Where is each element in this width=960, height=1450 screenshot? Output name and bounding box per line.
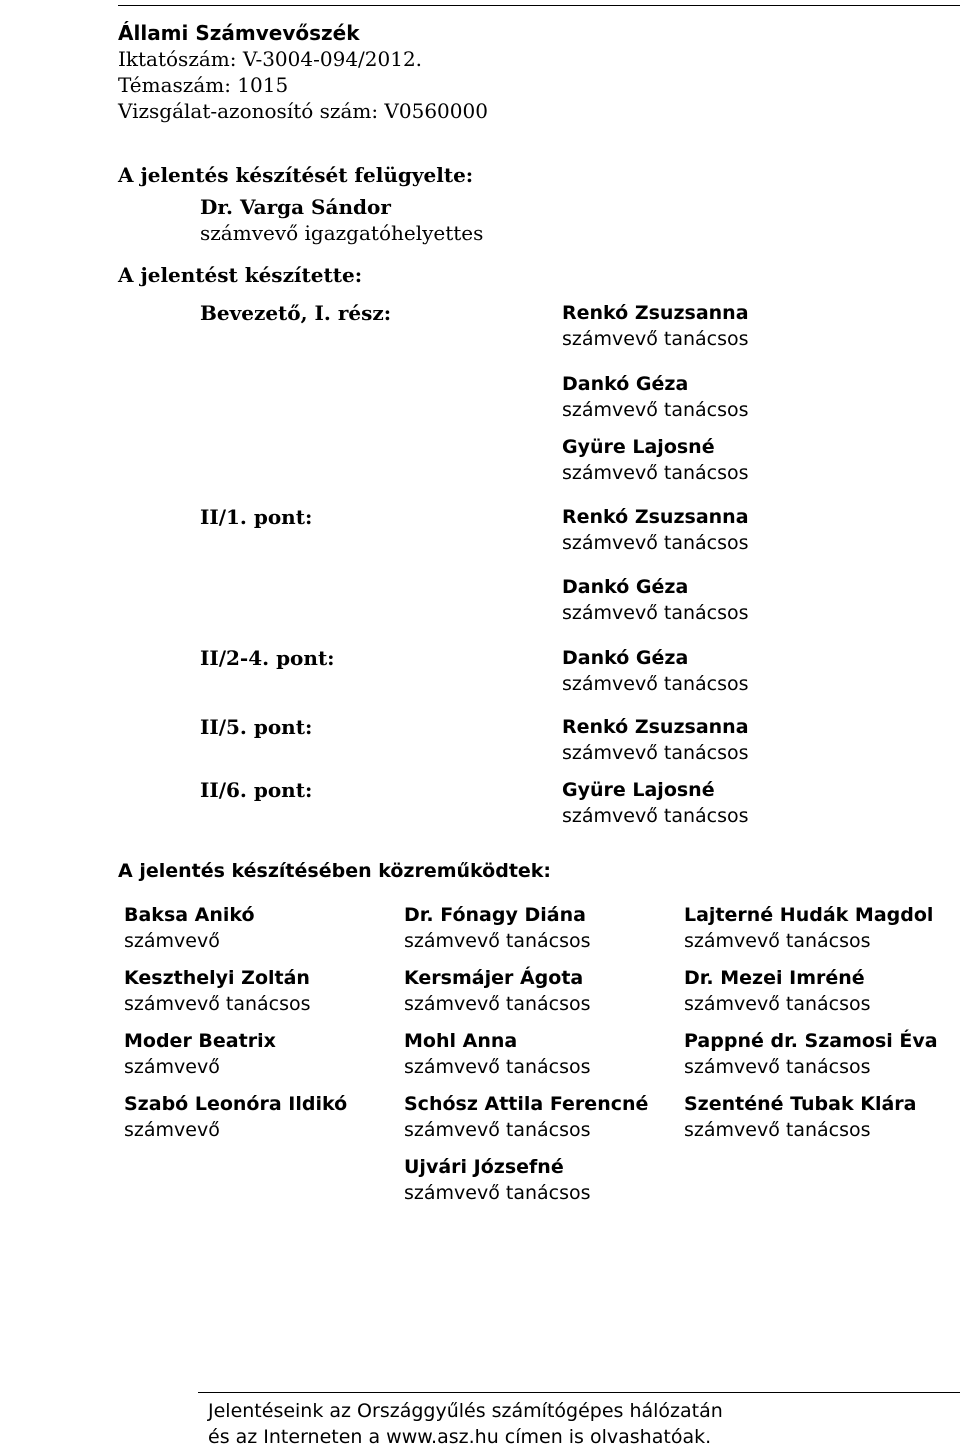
- contributor-title: számvevő tanácsos: [684, 993, 871, 1015]
- contributor-name: Szenténé Tubak Klára: [684, 1093, 917, 1115]
- supervisor-title: számvevő igazgatóhelyettes: [200, 221, 484, 245]
- author-entry: [562, 504, 749, 556]
- contributor-title: számvevő tanácsos: [404, 1056, 591, 1078]
- contributor-name: Pappné dr. Szamosi Éva: [684, 1030, 938, 1052]
- contributor-entry: [404, 902, 591, 954]
- footer-line-1: Jelentéseink az Országgyűlés számítógépes hálózatán: [208, 1400, 723, 1422]
- author-title: számvevő tanácsos: [562, 673, 749, 695]
- contributor-name: Ujvári Józsefné: [404, 1156, 564, 1178]
- author-title: számvevő tanácsos: [562, 602, 749, 624]
- contributor-name: Moder Beatrix: [124, 1030, 276, 1052]
- contributor-entry: [684, 902, 933, 954]
- contributor-name: Lajterné Hudák Magdol: [684, 904, 934, 926]
- author-entry: [562, 371, 749, 423]
- contributor-entry: [404, 1091, 648, 1143]
- contributor-entry: [124, 1028, 276, 1080]
- contributor-entry: [124, 965, 311, 1017]
- author-title: számvevő tanácsos: [562, 742, 749, 764]
- author-entry: [562, 714, 749, 766]
- footer-rule: [198, 1392, 960, 1393]
- author-title: számvevő tanácsos: [562, 462, 749, 484]
- contributor-name: Keszthelyi Zoltán: [124, 967, 310, 989]
- contributor-title: számvevő: [124, 1056, 220, 1078]
- author-name: Renkó Zsuzsanna: [562, 506, 749, 528]
- prepared-heading: A jelentést készítette:: [118, 263, 363, 287]
- author-title: számvevő tanácsos: [562, 328, 749, 350]
- author-name: Dankó Géza: [562, 373, 689, 395]
- author-entry: [562, 645, 749, 697]
- contributor-name: Szabó Leonóra Ildikó: [124, 1093, 348, 1115]
- author-name: Gyüre Lajosné: [562, 779, 715, 801]
- contributor-name: Dr. Fónagy Diána: [404, 904, 586, 926]
- contributor-entry: [124, 902, 255, 954]
- supervised-heading: A jelentés készítését felügyelte:: [118, 163, 474, 187]
- section-label-ii-1: II/1. pont:: [200, 505, 313, 529]
- section-label-bevezeto: Bevezető, I. rész:: [200, 301, 392, 325]
- contributor-name: Mohl Anna: [404, 1030, 518, 1052]
- contributor-name: Dr. Mezei Imréné: [684, 967, 865, 989]
- section-label-ii-2-4: II/2-4. pont:: [200, 646, 335, 670]
- contributor-entry: [124, 1091, 347, 1143]
- supervisor-name: Dr. Varga Sándor: [200, 195, 391, 219]
- author-name: Renkó Zsuzsanna: [562, 716, 749, 738]
- author-entry: [562, 777, 749, 829]
- author-name: Renkó Zsuzsanna: [562, 302, 749, 324]
- contributor-entry: [404, 965, 591, 1017]
- contributor-title: számvevő tanácsos: [684, 930, 871, 952]
- contributor-title: számvevő tanácsos: [124, 993, 311, 1015]
- contributor-entry: [684, 1028, 938, 1080]
- contributor-entry: [684, 965, 871, 1017]
- author-entry: [562, 300, 749, 352]
- top-rule: [118, 5, 960, 6]
- contributor-title: számvevő tanácsos: [684, 1119, 871, 1141]
- author-title: számvevő tanácsos: [562, 805, 749, 827]
- footer-note: [208, 1398, 723, 1450]
- contributor-title: számvevő: [124, 1119, 220, 1141]
- author-title: számvevő tanácsos: [562, 532, 749, 554]
- contributors-heading: A jelentés készítésében közreműködtek:: [118, 860, 552, 882]
- contributor-name: Baksa Anikó: [124, 904, 255, 926]
- author-name: Gyüre Lajosné: [562, 436, 715, 458]
- author-title: számvevő tanácsos: [562, 399, 749, 421]
- author-name: Dankó Géza: [562, 576, 689, 598]
- section-label-ii-5: II/5. pont:: [200, 715, 313, 739]
- iktatoszam: Iktatószám: V-3004-094/2012.: [118, 47, 423, 71]
- contributor-name: Schósz Attila Ferencné: [404, 1093, 649, 1115]
- organization-name: Állami Számvevőszék: [118, 21, 360, 45]
- author-entry: [562, 574, 749, 626]
- section-label-ii-6: II/6. pont:: [200, 778, 313, 802]
- author-entry: [562, 434, 749, 486]
- temaszam: Témaszám: 1015: [118, 73, 289, 97]
- document-header: [118, 20, 488, 124]
- contributor-title: számvevő tanácsos: [684, 1056, 871, 1078]
- contributor-title: számvevő tanácsos: [404, 1119, 591, 1141]
- author-name: Dankó Géza: [562, 647, 689, 669]
- contributor-title: számvevő tanácsos: [404, 993, 591, 1015]
- contributor-title: számvevő tanácsos: [404, 1182, 591, 1204]
- footer-line-2: és az Interneten a www.asz.hu címen is olvashatóak.: [208, 1426, 712, 1448]
- contributor-entry: [684, 1091, 916, 1143]
- contributor-entry: [404, 1154, 591, 1206]
- contributor-entry: [404, 1028, 591, 1080]
- contributor-title: számvevő tanácsos: [404, 930, 591, 952]
- vizsgalat-azonosito: Vizsgálat-azonosító szám: V0560000: [118, 99, 488, 123]
- contributor-title: számvevő: [124, 930, 220, 952]
- contributor-name: Kersmájer Ágota: [404, 967, 584, 989]
